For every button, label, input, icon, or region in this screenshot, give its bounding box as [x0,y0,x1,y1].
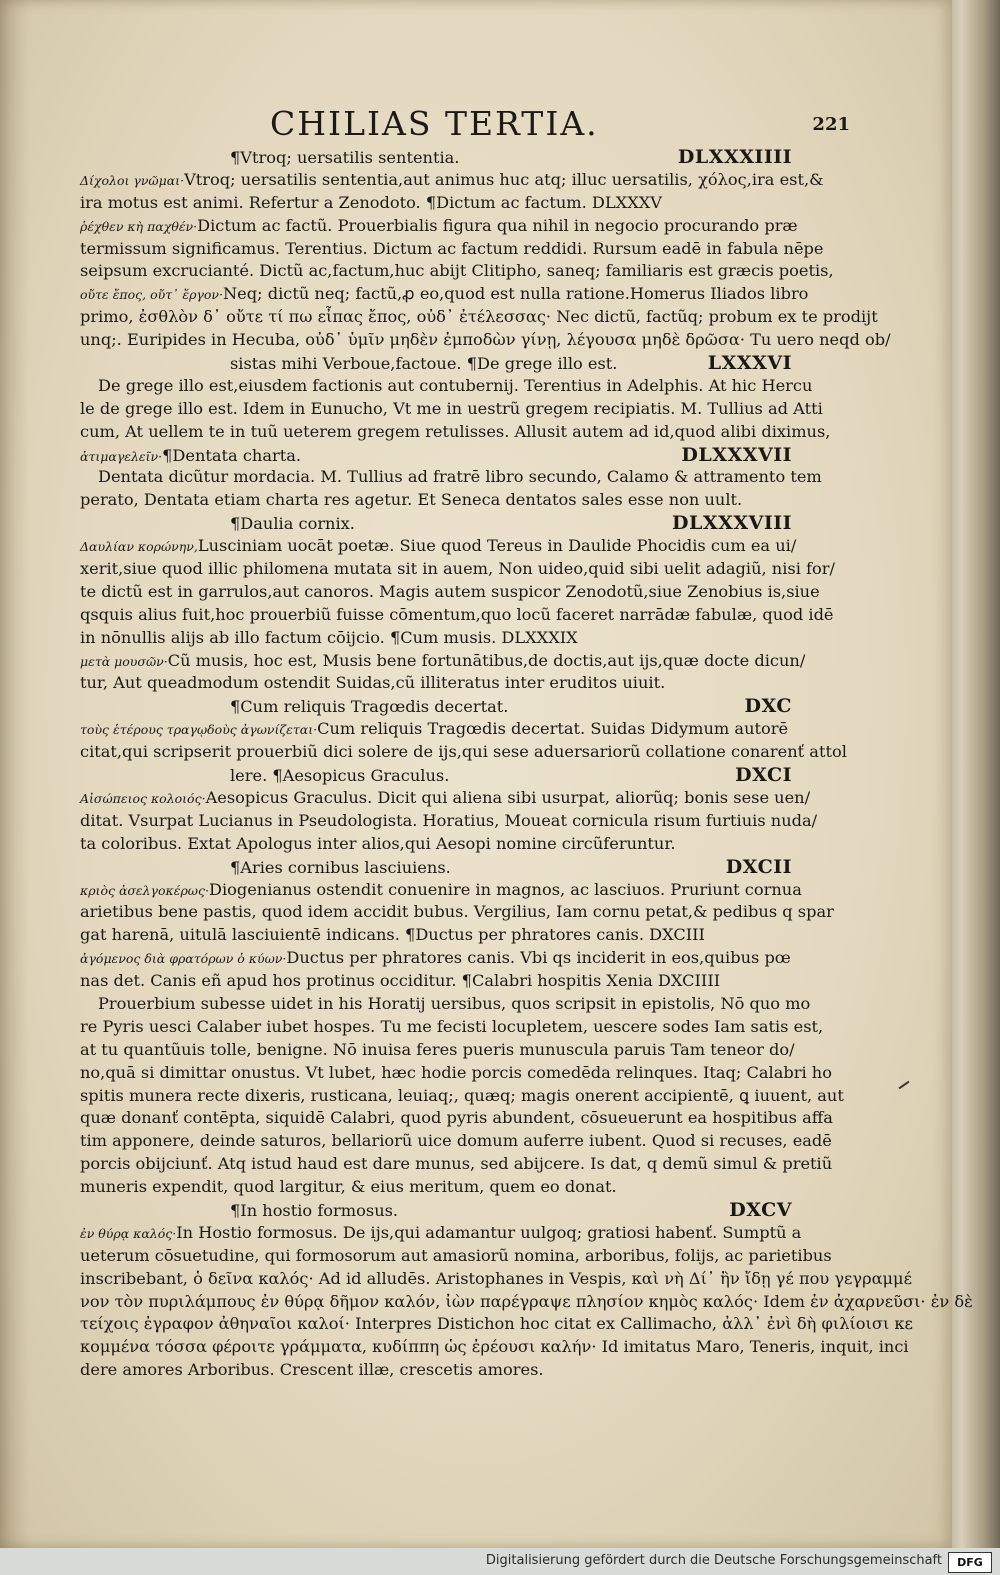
line-text: Prouerbium subesse uidet in his Horatij uersibus, quos scripsit in epistolis, Nō quo mo [98,993,811,1013]
running-title: CHILIAS TERTIA. [270,104,599,143]
greek-lemma: ῥέχθεν κὴ παχθέν· [80,218,198,234]
adage-heading-line [80,444,792,467]
adage-number: DLXXXVII [681,443,792,466]
line-text: primo, ἐσθλὸν δ᾽ οὔτε τί πω εἶπας ἔπος, οὐδ᾽ ἐτέλεσσας· Nec dictũ, factũq; probum ex te prodijt [80,307,878,327]
adage-number: DXC [744,695,792,718]
line-text: Cum reliquis Tragœdis decertat. Suidas Didymum autorē [317,719,789,739]
dfg-logo: DFG [948,1552,992,1573]
text-line [80,238,824,261]
text-line [80,1176,792,1199]
text-line [80,1107,833,1130]
text-line [80,1062,832,1085]
text-line [80,489,792,512]
greek-lemma: οὔτε ἔπος, οὔτ᾽ ἔργον· [80,287,224,303]
text-line [80,947,792,970]
line-text: le de grege illo est. Idem in Eunucho, Vt me in uestrũ gregem recipiatis. M. Tullius ad Atti [80,398,823,418]
greek-lemma: Αἰσώπειος κολοιός· [80,790,206,806]
text-line [80,398,823,421]
text-line [80,1222,802,1245]
text-line [80,650,806,673]
adage-title: ¶Cum reliquis Tragœdis decertat. [230,697,509,717]
line-text: κομμένα τόσσα φέροιτε γράμματα, κυδίππη ὡς ἐρέουσι καλήν· Id imitatus Maro, Teneris, inquit, inci [80,1337,909,1357]
text-line [80,192,792,215]
text-line [80,329,891,352]
line-text: Cũ musis, hoc est, Musis bene fortunātibus,de doctis,aut ijs,quæ docte dicun/ [167,650,806,670]
text-line [80,1291,973,1314]
line-text: ta coloribus. Extat Apologus inter alios,qui Aesopi nomine circũferuntur. [80,833,676,853]
greek-lemma: τοὺς ἑτέρους τραγῳδοὺς ἀγωνίζεται· [80,722,318,738]
adage-title: ¶Vtroq; uersatilis sententia. [230,148,460,167]
line-text: cum, At uellem te in tuũ ueterem gregem retulisses. Allusit autem ad id,quod alibi diximus, [80,421,831,441]
adage-heading-line [80,764,792,787]
text-line [80,924,792,947]
adage-number: LXXXVI [707,352,792,375]
greek-lemma: μετὰ μουσῶν· [80,653,168,669]
text-line [80,1336,909,1359]
line-text: Vtroq; uersatilis sententia,aut animus huc atq; illuc uersatilis, χόλος,ira est,& [184,169,824,189]
greek-lemma: ἀτιμαγελεῖν· [80,448,163,464]
line-text: arietibus bene pastis, quod idem accidit bubus. Vergilius, Iam cornu petat,& pedibus q spar [80,902,834,922]
text-line [80,993,811,1016]
line-text: muneris expendit, quod largitur, & eius meritum, quem eo donat. [80,1177,617,1197]
text-line [80,1016,824,1039]
text-line [80,535,797,558]
greek-lemma: ἐν θύρᾳ καλός· [80,1225,177,1241]
line-text: qsquis alius fuit,hoc prouerbiũ fuisse cōmentum,quo locũ faceret narrādæ fabulæ, quod idē [80,604,834,624]
text-line [80,1085,844,1108]
text-line [80,833,792,856]
text-line [80,810,818,833]
line-text: Dictum ac factũ. Prouerbialis figura qua nihil in negocio procurando præ [197,215,798,235]
text-line [80,970,792,993]
footer-credit: Digitalisierung gefördert durch die Deutsche Forschungsgemeinschaft [485,1553,942,1568]
line-text: dere amores Arboribus. Crescent illæ, crescetis amores. [80,1360,544,1380]
adage-number: DXCI [735,764,792,787]
line-text: citat,qui scripserit prouerbiũ dici solere de ijs,qui sese aduersariorũ collatione conarenť attol [80,742,847,762]
line-text: ira motus est animi. Refertur a Zenodoto. ¶Dictum ac factum. DLXXXV [80,192,662,212]
line-text: inscribebant, ὁ δεῖνα καλός· Ad id alludēs. Aristophanes in Vespis, καὶ νὴ Δί᾽ ἢν ἴδῃ γέ που γεγραμμέ [80,1268,912,1288]
line-text: De grege illo est,eiusdem factionis aut contubernij. Terentius in Adelphis. At hic Hercu [98,375,813,395]
text-line [80,1313,913,1336]
text-line [80,169,824,192]
line-text: tim apponere, deinde saturos, bellariorũ uice domum auferre iubent. Quod si recuses, eadē [80,1131,832,1151]
adage-heading-line [80,856,792,879]
text-line [80,260,834,283]
line-text: gat harenā, uitulā lasciuientē indicans. ¶Ductus per phratores canis. DXCIII [80,925,705,945]
line-text: Dentata dicũtur mordacia. M. Tullius ad fratrē libro secundo, Calamo & attramento tem [98,467,822,487]
text-line [80,1153,833,1176]
adage-title: lere. ¶Aesopicus Graculus. [230,766,450,786]
adage-title: ¶In hostio formosus. [230,1200,399,1220]
adage-title: ¶Dentata charta. [162,445,302,465]
adage-title: ¶Aries cornibus lasciuiens. [230,857,451,877]
line-text: perato, Dentata etiam charta res agetur. Et Seneca dentatos sales esse non uult. [80,490,743,510]
adage-number: DLXXXIIII [677,146,792,168]
text-line [80,1130,832,1153]
line-text: seipsum excrucianté. Dictũ ac,factum,huc abijt Clitipho, saneq; familiaris est græcis poetis, [80,261,834,281]
line-text: xerit,siue quod illic philomena mutata sit in auem, Non uideo,quid sibi uelit adagiũ, nisi for/ [80,559,835,579]
text-line [80,672,792,695]
text-line [80,283,809,306]
text-line [80,879,802,902]
margin-mark [899,1081,910,1090]
text-line [80,421,831,444]
text-line [80,1268,912,1291]
greek-lemma: Δαυλίαν κορώνην, [80,539,198,555]
text-line [80,901,834,924]
line-text: Lusciniam uocāt poetæ. Siue quod Tereus in Daulide Phocidis cum ea ui/ [197,536,797,556]
text-line [80,718,792,741]
greek-lemma: ἀγόμενος διὰ φρατόρων ὁ κύων· [80,951,287,967]
page-edge [945,0,1000,1548]
line-text: ueterum cōsuetudine, qui formosorum aut amasiorũ nomina, arboribus, folijs, ac parietibus [80,1245,832,1265]
line-text: Aesopicus Graculus. Dicit qui aliena sibi usurpat, aliorũq; bonis sese uen/ [205,787,811,807]
text-line [80,306,878,329]
adage-title: sistas mihi Verboue,factoue. ¶De grege illo est. [230,354,618,374]
line-text: re Pyris uesci Calaber iubet hospes. Tu me fecisti locupletem, uescere sodes Iam satis est, [80,1016,824,1036]
text-line [80,375,813,398]
greek-lemma: Δίχολοι γνῶμαι· [80,172,185,188]
page-header [270,104,850,144]
text-line [80,215,798,238]
adage-heading-line [80,1199,792,1222]
text-line [80,558,835,581]
adage-heading-line [80,352,792,375]
folio-number: 221 [812,114,850,135]
gutter-shadow [0,0,30,1548]
line-text: Ductus per phratores canis. Vbi qs inciderit in eos,quibus pœ [286,948,791,968]
adage-number: DXCII [725,855,792,878]
text-line [80,1245,832,1268]
adage-heading-line [80,512,792,535]
line-text: termissum significamus. Terentius. Dictum ac factum reddidi. Rursum eadē in fabula nēpe [80,238,824,258]
text-line [80,1359,792,1382]
text-line [80,604,834,627]
adage-heading-line [80,695,792,718]
line-text: in nōnullis alijs ab illo factum cōijcio. ¶Cum musis. DLXXXIX [80,627,578,647]
line-text: In Hostio formosus. De ijs,qui adamantur uulgoq; gratiosi habenť. Sumptũ a [176,1222,802,1242]
line-text: τείχοις ἐγραφον ἀθηναῖοι καλοί· Interpres Distichon hoc citat ex Callimacho, ἀλλ᾽ ἐνὶ δὴ φιλίοισι κε [80,1314,913,1334]
text-line [80,787,811,810]
text-line [80,466,822,489]
line-text: unq;. Euripides in Hecuba, οὐδ᾽ ὑμῖν μηδὲν ἐμποδὼν γίνῃ, λέγουσα μηδὲ δρῶσα· Tu uero neqd ob/ [80,330,891,350]
text-line [80,741,847,764]
line-text: nas det. Canis eñ apud hos protinus occiditur. ¶Calabri hospitis Xenia DXCIIII [80,971,721,991]
line-text: Diogenianus ostendit conuenire in magnos, ac lasciuos. Pruriunt cornua [208,879,802,899]
line-text: at tu quantũuis tolle, benigne. Nō inuisa feres pueris munuscula paruis Tam teneor do/ [80,1039,795,1059]
footer-bar [0,1548,1000,1575]
adage-heading-line [80,146,792,169]
adage-number: DLXXXVIII [672,512,792,535]
adage-number: DXCV [729,1198,792,1221]
text-block [80,146,973,1382]
line-text: no,quā si dimittar onustus. Vt lubet, hæc hodie porcis comedēda relinques. Itaq; Calabri ho [80,1062,832,1082]
text-line [80,1039,795,1062]
line-text: te dictũ est in garrulos,aut canoros. Magis autem suspicor Zenodotũ,siue Zenobius is,siue [80,581,820,601]
text-line [80,627,792,650]
line-text: νον τὸν πυριλάμπους ἐν θύρᾳ δῆμον καλόν, ἰὼν παρέγραψε πλησίον κημὸς καλός· Idem ἐν ἀχαρνεῦσι· ἐν δὲ [80,1291,973,1311]
line-text: spitis munera recte dixeris, rusticana, leuiaq;, quæq; magis onerent accipientē, ꝗ iuuent, aut [80,1085,844,1105]
greek-lemma: κριὸς ἀσελγοκέρως· [80,882,209,898]
line-text: quæ donanť contēpta, siquidē Calabri, quod pyris abundent, cōsueuerunt ea hospitibus affa [80,1108,833,1128]
line-text: tur, Aut queadmodum ostendit Suidas,cũ illiteratus inter eruditos uiuit. [80,673,666,693]
line-text: ditat. Vsurpat Lucianus in Pseudologista. Horatius, Moueat cornicula risum furtiuis nuda/ [80,810,818,830]
line-text: Neq; dictũ neq; factũ,ꝓ eo,quod est nulla ratione.Homerus Iliados libro [223,284,809,304]
adage-title: ¶Daulia cornix. [230,514,355,534]
text-line [80,581,820,604]
line-text: porcis obijciunť. Atq istud haud est dare munus, sed abijcere. Is dat, q demũ simul & pretiũ [80,1154,833,1174]
